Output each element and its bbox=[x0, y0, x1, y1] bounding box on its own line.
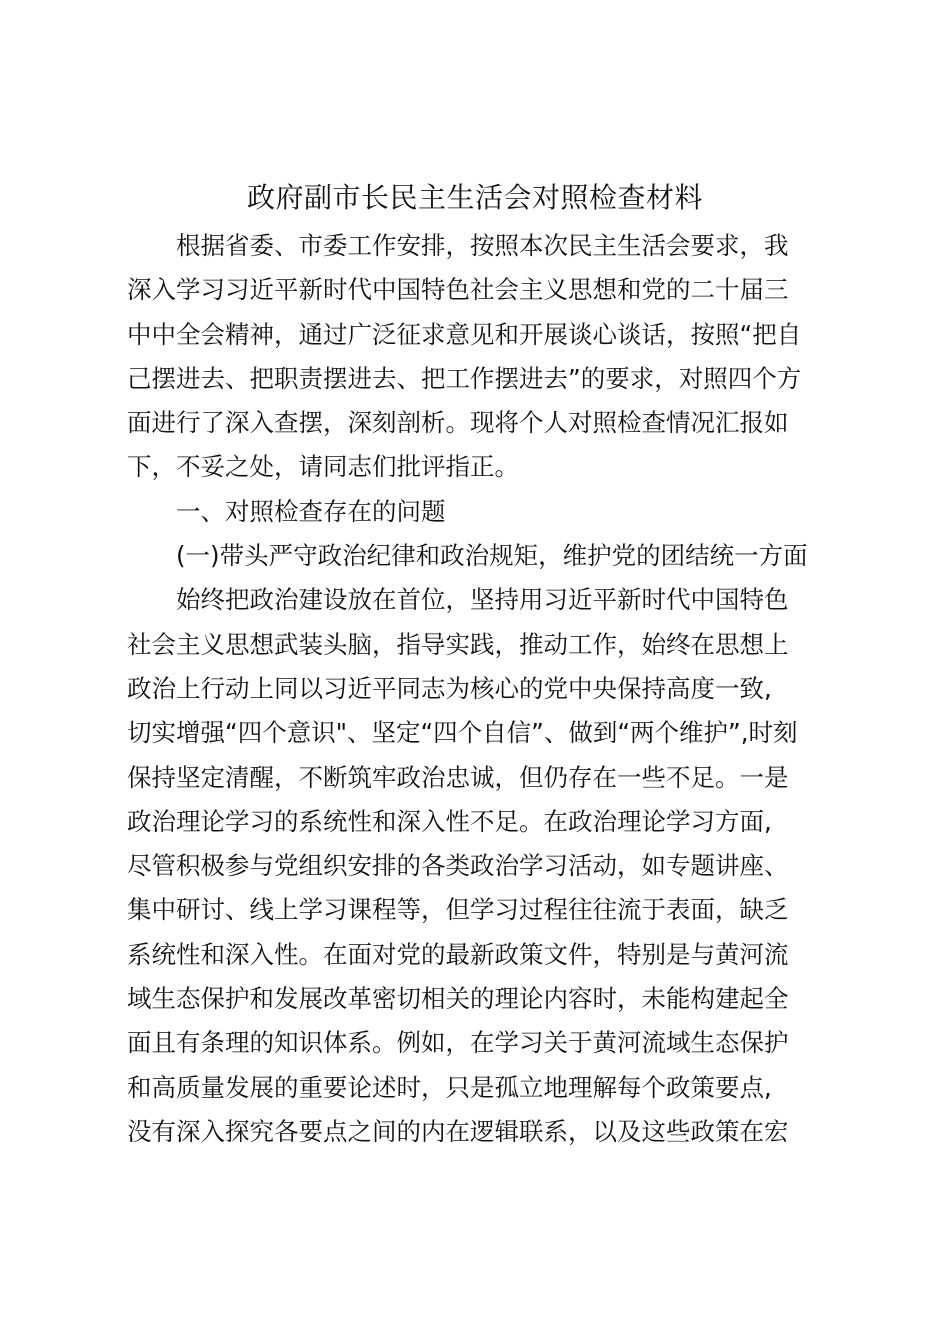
text-line: 中中全会精神，通过广泛征求意见和开展谈心谈话，按照“把自 bbox=[127, 319, 802, 349]
text-line: 根据省委、市委工作安排，按照本次民主生活会要求，我 bbox=[176, 231, 789, 260]
text-line: 没有深入探究各要点之间的内在逻辑联系，以及这些政策在宏 bbox=[127, 1116, 789, 1146]
text-line: 始终把政治建设放在首位，坚持用习近平新时代中国特色 bbox=[176, 585, 789, 615]
text-line: 一、对照检查存在的问题 bbox=[176, 496, 446, 526]
text-line: 集中研讨、线上学习课程等，但学习过程往往流于表面，缺乏 bbox=[127, 895, 789, 925]
text-line: 社会主义思想武装头脑，指导实践，推动工作，始终在思想上 bbox=[127, 629, 789, 659]
text-line: 和高质量发展的重要论述时，只是孤立地理解每个政策要点, bbox=[127, 1072, 772, 1102]
document-title: 政府副市长民主生活会对照检查材料 bbox=[246, 181, 703, 214]
text-line: 尽管积极参与党组织安排的各类政治学习活动，如专题讲座、 bbox=[127, 851, 789, 881]
text-line: 己摆进去、把职责摆进去、把工作摆进去”的要求，对照四个方 bbox=[127, 363, 802, 393]
text-line: 切实增强“四个意识"、坚定“四个自信”、做到“两个维护”,时刻 bbox=[127, 718, 798, 748]
text-line: 系统性和深入性。在面对党的最新政策文件，特别是与黄河流 bbox=[127, 939, 789, 969]
document-body bbox=[127, 224, 827, 1154]
text-line: 面进行了深入查摆，深刻剖析。现将个人对照检查情况汇报如 bbox=[127, 408, 789, 438]
text-line: 深入学习习近平新时代中国特色社会主义思想和党的二十届三 bbox=[127, 275, 789, 305]
text-line: 政治上行动上同以习近平同志为核心的党中央保持高度一致, bbox=[127, 673, 772, 703]
text-line: 域生态保护和发展改革密切相关的理论内容时，未能构建起全 bbox=[127, 984, 789, 1014]
text-line: (一)带头严守政治纪律和政治规矩，维护党的团结统一方面 bbox=[176, 541, 808, 571]
text-line: 保持坚定清醒，不断筑牢政治忠诚，但仍存在一些不足。一是 bbox=[127, 762, 789, 792]
text-line: 下，不妥之处，请同志们批评指正。 bbox=[127, 452, 519, 482]
text-line: 政治理论学习的系统性和深入性不足。在政治理论学习方面, bbox=[127, 806, 772, 836]
text-line: 面且有条理的知识体系。例如，在学习关于黄河流域生态保护 bbox=[127, 1028, 789, 1058]
